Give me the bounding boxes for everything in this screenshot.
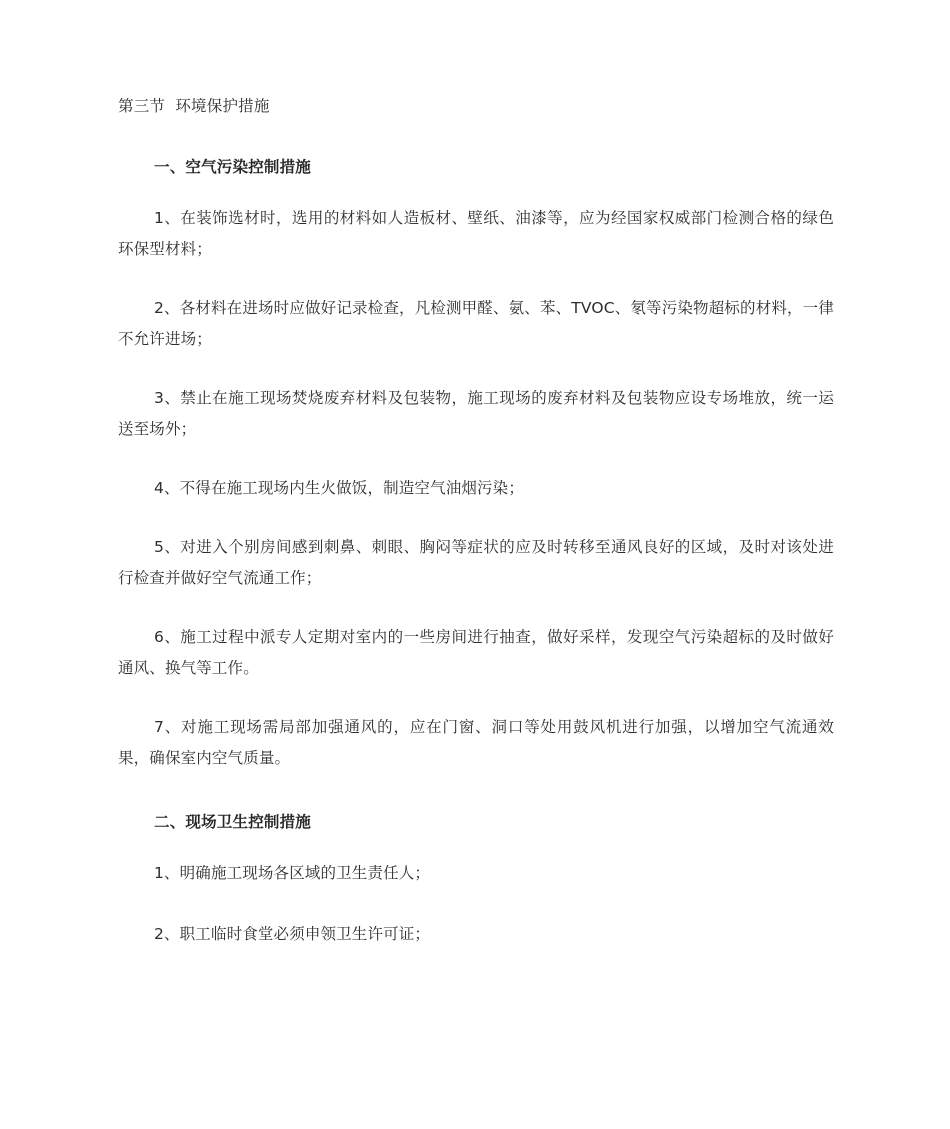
section-heading-site-sanitation: 二、现场卫生控制措施 (154, 813, 312, 831)
list-item: 6、施工过程中派专人定期对室内的一些房间进行抽查，做好采样，发现空气污染超标的及时做好通风、换气等工作。 (118, 628, 834, 677)
section-heading-air-pollution: 一、空气污染控制措施 (154, 158, 312, 176)
spacer (118, 181, 834, 203)
list-item: 3、禁止在施工现场焚烧废弃材料及包装物，施工现场的废弃材料及包装物应设专场堆放，统一运送至场外； (118, 389, 834, 438)
spacer (118, 836, 834, 858)
list-item: 2、职工临时食堂必须申领卫生许可证； (154, 925, 431, 943)
document-body (118, 92, 834, 950)
list-item: 1、在装饰选材时，选用的材料如人造板材、壁纸、油漆等，应为经国家权威部门检测合格的绿色环保型材料； (118, 209, 834, 258)
spacer (118, 774, 834, 808)
spacer (118, 120, 834, 153)
list-item: 5、对进入个别房间感到刺鼻、刺眼、胸闷等症状的应及时转移至通风良好的区域，及时对该处进行检查并做好空气流通工作； (118, 538, 834, 587)
spacer (118, 504, 834, 532)
list-item: 1、明确施工现场各区域的卫生责任人； (154, 864, 431, 882)
spacer (118, 594, 834, 622)
spacer (118, 355, 834, 383)
list-item: 7、对施工现场需局部加强通风的，应在门窗、洞口等处用鼓风机进行加强，以增加空气流通效果，确保室内空气质量。 (118, 718, 834, 767)
spacer (118, 265, 834, 293)
list-item: 4、不得在施工现场内生火做饭，制造空气油烟污染； (154, 479, 524, 497)
spacer (118, 684, 834, 712)
page-title: 第三节 环境保护措施 (118, 97, 270, 115)
spacer (118, 889, 834, 919)
list-item: 2、各材料在进场时应做好记录检查，凡检测甲醛、氨、苯、TVOC、氡等污染物超标的材料，一律不允许进场； (118, 299, 834, 348)
spacer (118, 445, 834, 473)
